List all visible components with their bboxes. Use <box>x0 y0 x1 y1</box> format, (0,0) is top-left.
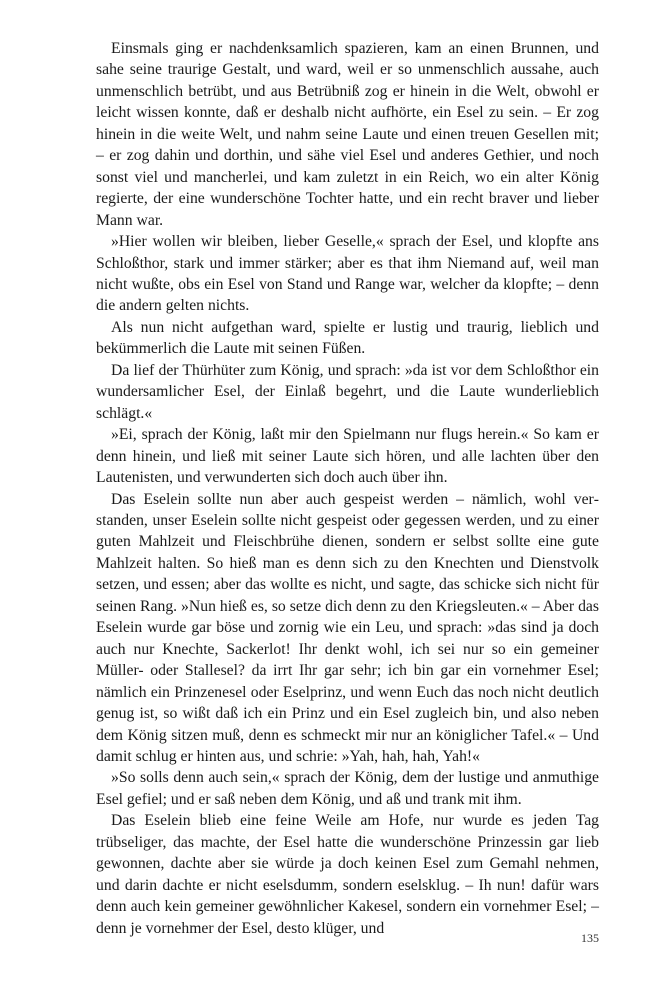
page-text <box>96 38 599 939</box>
page-number: 135 <box>581 931 599 945</box>
paragraph-3: Als nun nicht aufgethan ward, spielte er lustig und traurig, lieblich und bekümmerlich die Laute mit seinen Füßen. <box>96 318 599 358</box>
paragraph-8: Das Eselein blieb eine feine Weile am Hofe, nur wurde es jeden Tag trübseliger, das machte, der Esel hatte die wunderschöne Prinzessin gar lieb gewonnen, dachte aber sie würde ja doch keinen Esel zum Gemahl nehmen, und darin dachte er nicht eselsdumm, sondern eselsklug. – Ih nun! dafür wars denn auch kein gemeiner gewöhnlicher Kakesel, sondern ein vornehmer Esel; – denn je vornehmer der Esel, desto klüger, und <box>96 812 599 937</box>
paragraph-7: »So solls denn auch sein,« sprach der König, dem der lustige und anmuthige Esel gefiel; und er saß neben dem König, und aß und trank mit ihm. <box>96 769 599 808</box>
paragraph-4: Da lief der Thürhüter zum König, und sprach: »da ist vor dem Schloßthor ein wundersamlicher Esel, der Einlaß begehrt, und die Laute wunderlieblich schlägt.« <box>96 361 599 422</box>
paragraph-6: Das Eselein sollte nun aber auch gespeist werden – nämlich, wohl verstanden, unser Eselein sollte nicht gespeist oder gegessen werden, und zu einer guten Mahlzeit und Fleischbrühe dienen, sondern er selbst sollte eine gute Mahlzeit halten. So hieß man es denn sich zu den Knechten und Dienstvolk setzen, und essen; aber das wollte es nicht, und sagte, das schicke sich nicht für seinen Rang. »Nun hieß es, so setze dich denn zu den Kriegsleuten.« – Aber das Eselein wurde gar böse und zornig wie ein Leu, und sprach: »das sind ja doch auch nur Knechte, Sackerlot! Ihr denkt wohl, ich sei nur so ein gemeiner Müller- oder Stallesel? da irrt Ihr gar sehr; ich bin gar ein vornehmer Esel; nämlich ein Prinzenesel oder Eselprinz, und wenn Euch das noch nicht deutlich genug ist, so wißt daß ich ein Prinz und ein Esel zugleich bin, und also neben dem König sitzen muß, denn es schmeckt mir nur an königlicher Tafel.« – Und damit schlug er hinten aus, und schrie: »Yah, hah, hah, Yah!« <box>96 490 599 765</box>
paragraph-2: »Hier wollen wir bleiben, lieber Geselle,« sprach der Esel, und klopfte ans Schloßthor, stark und immer stärker; aber es that ihm Niemand auf, weil man nicht wußte, obs ein Esel von Stand und Range war, welcher da klopfte; – denn die andern gelten nichts. <box>96 233 599 315</box>
paragraph-5: »Ei, sprach der König, laßt mir den Spielmann nur flugs herein.« So kam er denn hinein, und ließ mit seiner Laute sich hören, und alle lachten über den Lautenisten, und verwunderten sich doch auch über ihn. <box>96 426 599 487</box>
paragraph-1: Einsmals ging er nachdenksamlich spazieren, kam an einen Brunnen, und sahe seine traurige Gestalt, und ward, weil er so unmenschlich aussahe, auch unmenschlich betrübt, und aus Betrübniß zog er hinein in die Welt, obwohl er leicht wissen konnte, daß er deshalb nicht aufhörte, ein Esel zu sein. – Er zog hinein in die weite Welt, und nahm seine Laute und einen treuen Gesellen mit; – er zog dahin und dorthin, und sähe viel Esel und anderes Gethier, und noch sonst viel und mancherlei, und kam zuletzt in ein Reich, wo ein alter König regierte, der eine wunderschöne Tochter hatte, und ein recht braver und lieber Mann war. <box>96 40 599 229</box>
